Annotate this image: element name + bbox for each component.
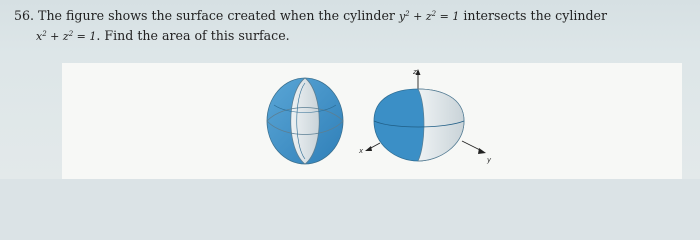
problem-text-part-2: intersects the cylinder bbox=[463, 8, 608, 23]
z-axis-label: z bbox=[413, 68, 417, 76]
problem-text-part-1: The figure shows the surface created when the cylinder bbox=[38, 8, 395, 23]
problem-text-part-3: . Find the area of this surface. bbox=[96, 28, 290, 43]
equation-cylinder-1: $y^2 + z^2 = 1$ bbox=[398, 10, 460, 23]
x-axis-arrow bbox=[365, 146, 372, 151]
right-solid bbox=[358, 68, 492, 164]
problem-number: 56. bbox=[14, 8, 35, 23]
x-axis-label: x bbox=[359, 147, 364, 155]
problem-line-2 bbox=[14, 26, 686, 46]
surface-figure bbox=[62, 63, 682, 179]
left-solid bbox=[267, 78, 343, 164]
equation-cylinder-2: $x^2 + z^2 = 1$ bbox=[36, 30, 97, 43]
figure-panel bbox=[62, 63, 682, 179]
y-axis-label: y bbox=[487, 156, 492, 164]
problem-line-1 bbox=[14, 6, 686, 26]
y-axis-arrow bbox=[478, 148, 486, 154]
problem-text bbox=[14, 6, 686, 46]
